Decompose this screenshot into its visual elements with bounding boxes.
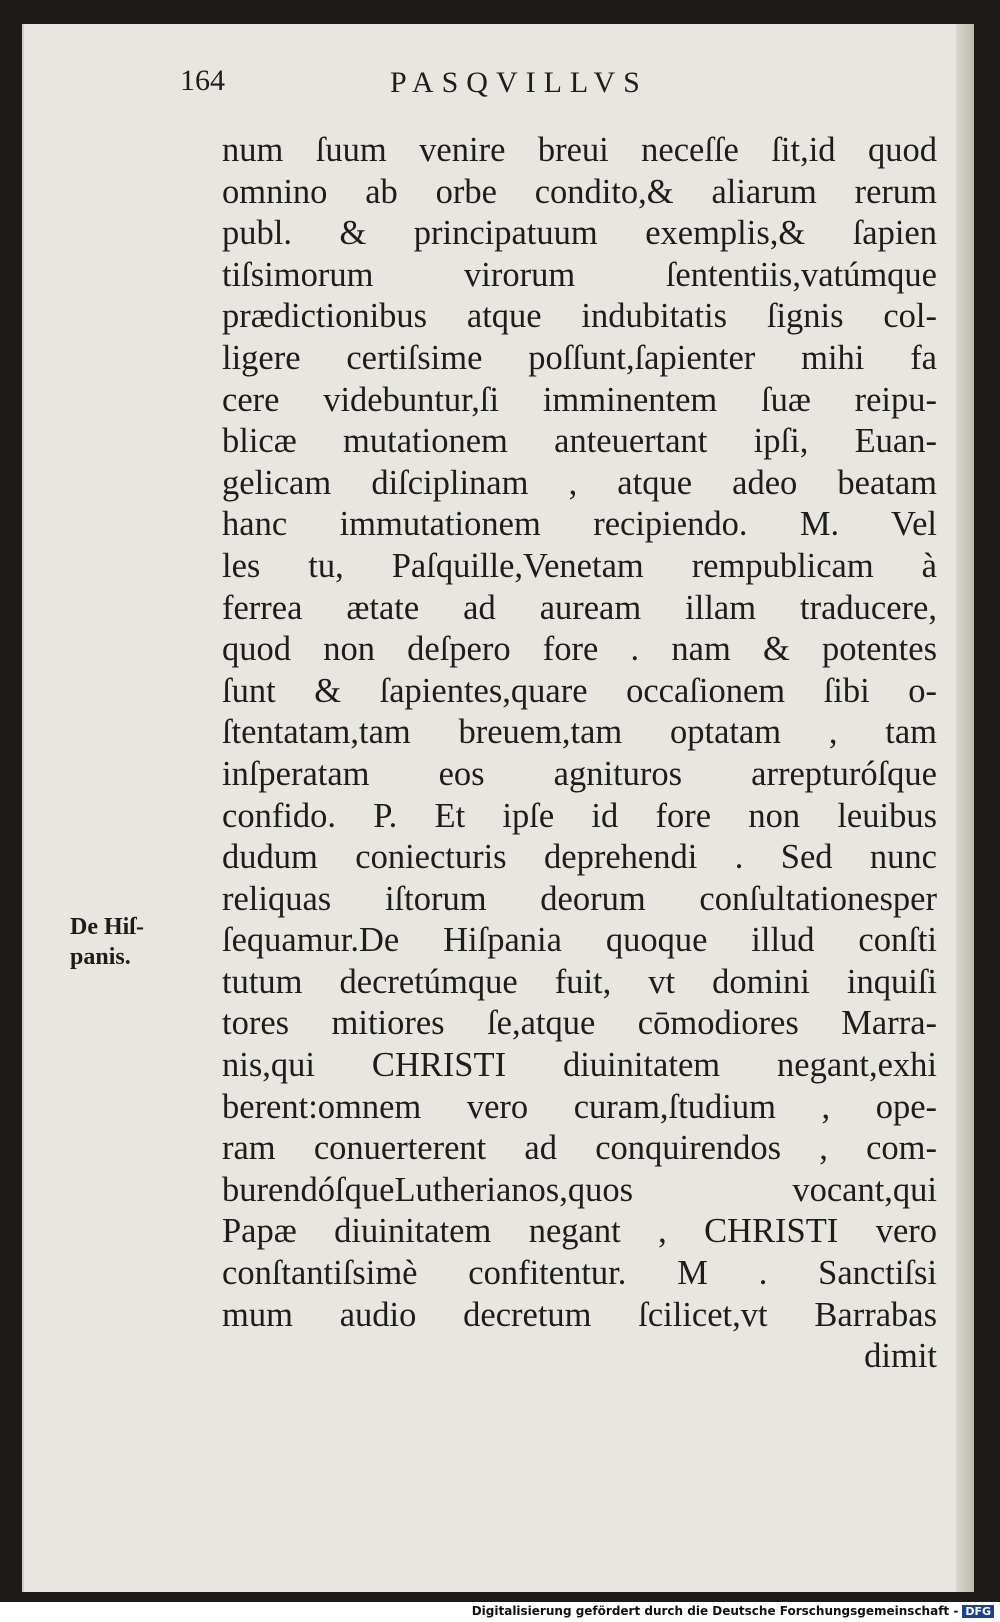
- text-line: gelicam diſciplinam , atque adeo beatam: [222, 463, 937, 502]
- text-line: hanc immutationem recipiendo. M. Vel: [222, 505, 937, 544]
- margin-note-line: panis.: [70, 944, 131, 970]
- text-line: nis,qui CHRISTI diuinitatem negant,exhi: [222, 1046, 937, 1085]
- text-line: ram conuerterent ad conquirendos , com-: [222, 1129, 937, 1168]
- text-line: mum audio decretum ſcilicet,vt Barrabas: [222, 1295, 937, 1334]
- footer-credit-text: Digitalisierung gefördert durch die Deutsche Forschungsgemeinschaft -: [471, 1604, 959, 1618]
- text-line: dudum coniecturis deprehendi . Sed nunc: [222, 838, 937, 877]
- text-line: burendóſqueLutherianos,quos vocant,qui: [222, 1170, 937, 1209]
- text-line: inſperatam eos agnituros arrepturóſque: [222, 754, 937, 793]
- text-line: cere videbuntur,ſi imminentem ſuæ reipu-: [222, 380, 937, 419]
- text-line: ferrea ætate ad auream illam traducere,: [222, 588, 937, 627]
- dfg-logo: DFG: [962, 1605, 994, 1618]
- margin-note-line: De Hiſ-: [70, 914, 144, 940]
- footer-credit: [472, 1604, 994, 1618]
- text-line: les tu, Paſquille,Venetam rempublicam à: [222, 546, 937, 585]
- text-line: ſequamur.De Hiſpania quoque illud conſti: [222, 921, 937, 960]
- text-line: tores mitiores ſe,atque cōmodiores Marra-: [222, 1004, 937, 1043]
- text-line: num ſuum venire breui neceſſe ſit,id quod: [222, 131, 937, 169]
- text-line: tutum decretúmque fuit, vt domini inquiſi: [222, 962, 937, 1001]
- text-line: reliquas iſtorum deorum conſultationesper: [222, 879, 937, 918]
- text-line: tiſsimorum virorum ſententiis,vatúmque: [222, 255, 937, 294]
- text-line: omnino ab orbe condito,& aliarum rerum: [222, 172, 937, 211]
- text-line: prædictionibus atque indubitatis ſignis col-: [222, 297, 937, 336]
- page-edge: [956, 24, 974, 1592]
- catchword: dimit: [864, 1337, 937, 1376]
- text-line: publ. & principatuum exemplis,& ſapien: [222, 214, 937, 253]
- text-line: conſtantiſsimè confitentur. M . Sanctiſsi: [222, 1254, 937, 1293]
- text-line: quod non deſpero fore . nam & potentes: [222, 630, 937, 669]
- text-line: blicæ mutationem anteuertant ipſi, Euan-: [222, 422, 937, 461]
- text-line: confido. P. Et ipſe id fore non leuibus: [222, 796, 937, 835]
- body-text: [222, 130, 937, 1378]
- running-head: PASQVILLVS: [390, 66, 648, 99]
- text-line: ſtentatam,tam breuem,tam optatam , tam: [222, 713, 937, 752]
- page-header: [180, 64, 880, 104]
- margin-note: [70, 912, 170, 972]
- text-line: Papæ diuinitatem negant , CHRISTI vero: [222, 1212, 937, 1251]
- text-line: ligere certiſsime poſſunt,ſapienter mihi fa: [222, 338, 937, 377]
- page-number: 164: [180, 64, 225, 97]
- text-line: ſunt & ſapientes,quare occaſionem ſibi o-: [222, 671, 937, 710]
- text-line: berent:omnem vero curam,ſtudium , ope-: [222, 1087, 937, 1126]
